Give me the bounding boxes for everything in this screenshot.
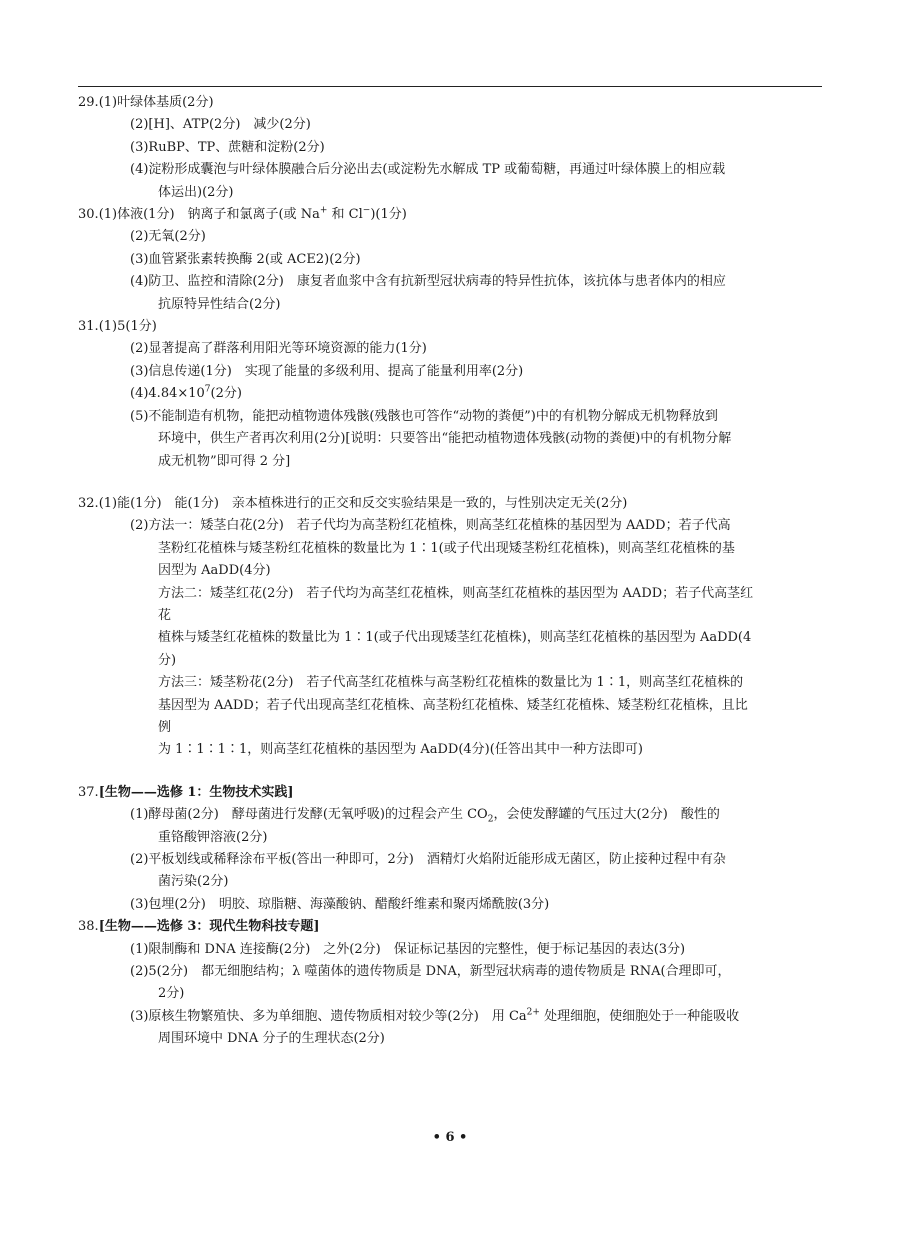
question-31 xyxy=(78,316,758,473)
q37-answer-2: (2)平板划线或稀释涂布平板(答出一种即可，2分) 酒精灯火焰附近能形成无菌区，防止接种过程中有杂 菌污染(2分) xyxy=(130,852,726,890)
q29-answer-4: (4)淀粉形成囊泡与叶绿体膜融合后分泌出去(或淀粉先水解成 TP 或葡萄糖，再通过叶绿体膜上的相应载 体运出)(2分) xyxy=(130,162,726,200)
q29-answer-2: (2)[H]、ATP(2分) 减少(2分) xyxy=(130,117,311,133)
q30-answer-1: 30.(1)体液(1分) 钠离子和氯离子(或 Na+ 和 Cl−)(1分) xyxy=(78,205,407,223)
q37-answer-3: (3)包埋(2分) 明胶、琼脂糖、海藻酸钠、醋酸纤维素和聚丙烯酰胺(3分) xyxy=(130,896,550,912)
q38-answer-2: (2)5(2分) 都无细胞结构；λ 噬菌体的遗传物质是 DNA，新型冠状病毒的遗传物质是 RNA(合理即可， 2分) xyxy=(130,964,731,1002)
q37-answer-1: (1)酵母菌(2分) 酵母菌进行发酵(无氧呼吸)的过程会产生 $CO_2$，会使发酵罐的气压过大(2分) 酸性的 重铬酸钾溶液(2分) xyxy=(130,807,720,845)
q30-answer-2: (2)无氧(2分) xyxy=(130,229,206,245)
question-29 xyxy=(78,92,758,204)
q32-answer-2-method-3: 方法三：矮茎粉花(2分) 若子代高茎红花植株与高茎粉红花植株的数量比为 1∶1，则高茎红花植株的 基因型为 AADD；若子代出现高茎红花植株、高茎粉红花植株、矮茎红花植株、矮茎粉红花植株，且比例 为 1∶1∶1∶1，则高茎红花植株的基因型为 AaDD(4分)(任答出其中一种方法即可) xyxy=(158,675,748,758)
q37-title: 37.[生物——选修 1：生物技术实践] xyxy=(78,784,294,800)
q31-answer-1: 31.(1)5(1分) xyxy=(78,319,157,335)
q38-title: 38.[生物——选修 3：现代生物科技专题] xyxy=(78,919,320,935)
q31-answer-4: $(4)4.84\times 10^7(2$分) xyxy=(130,384,242,402)
q32-answer-1: 32.(1)能(1分) 能(1分) 亲本植株进行的正交和反交实验结果是一致的，与性别决定无关(2分) xyxy=(78,495,628,511)
answer-key xyxy=(78,92,758,1051)
question-38 xyxy=(78,916,758,1050)
question-32 xyxy=(78,493,758,762)
q29-answer-3: (3)RuBP、TP、蔗糖和淀粉(2分) xyxy=(130,139,325,155)
question-37 xyxy=(78,782,758,916)
question-30 xyxy=(78,204,758,316)
q31-answer-2: (2)显著提高了群落利用阳光等环境资源的能力(1分) xyxy=(130,341,427,357)
q31-answer-5: (5)不能制造有机物，能把动植物遗体残骸(残骸也可答作“动物的粪便”)中的有机物分解成无机物释放到 环境中，供生产者再次利用(2分)[说明：只要答出“能把动植物遗体残骸(动物的粪便)中的有机物分解 成无机物”即可得 2 分] xyxy=(130,408,732,469)
q30-answer-4: (4)防卫、监控和清除(2分) 康复者血浆中含有抗新型冠状病毒的特异性抗体，该抗体与患者体内的相应 抗原特异性结合(2分) xyxy=(130,274,726,312)
q32-answer-2-method-1: (2)方法一：矮茎白花(2分) 若子代均为高茎粉红花植株，则高茎红花植株的基因型为 AADD；若子代高 茎粉红花植株与矮茎粉红花植株的数量比为 1∶1(或子代出现矮茎粉红花植株)，则高茎红花植株的基 因型为 AaDD(4分) xyxy=(130,518,735,579)
q38-answer-1: (1)限制酶和 DNA 连接酶(2分) 之外(2分) 保证标记基因的完整性，便于标记基因的表达(3分) xyxy=(130,941,686,957)
page-number: • 6 • xyxy=(432,1130,468,1145)
q38-answer-3: (3)原核生物繁殖快、多为单细胞、遗传物质相对较少等(2分) 用 $Ca^{2+}$ 处理细胞，使细胞处于一种能吸收 周围环境中 DNA 分子的生理状态(2分) xyxy=(130,1007,740,1047)
q30-answer-3: (3)血管紧张素转换酶 2(或 ACE2)(2分) xyxy=(130,251,361,267)
header-rule xyxy=(78,86,822,87)
q32-answer-2-method-2: 方法二：矮茎红花(2分) 若子代均为高茎红花植株，则高茎红花植株的基因型为 AADD；若子代高茎红花 植株与矮茎红花植株的数量比为 1∶1(或子代出现矮茎红花植株)，则高茎红花植株的基因型为 AaDD(4分) xyxy=(158,585,754,668)
q29-answer-1: 29.(1)叶绿体基质(2分) xyxy=(78,95,214,110)
q31-answer-3: (3)信息传递(1分) 实现了能量的多级利用、提高了能量利用率(2分) xyxy=(130,363,524,379)
